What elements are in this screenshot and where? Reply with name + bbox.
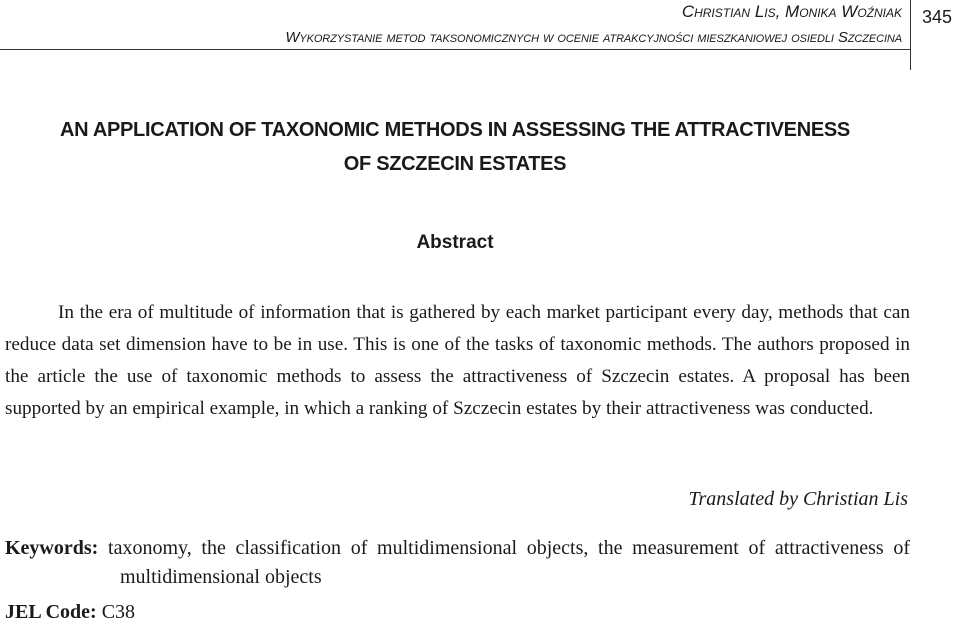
page-number: 345 (922, 7, 953, 27)
article-title (0, 113, 910, 181)
jel-code-value: C38 (101, 601, 136, 623)
abstract-heading: Abstract (416, 232, 494, 253)
article-title-line-2: OF SZCZECIN ESTATES (343, 153, 567, 175)
page-number-divider (910, 0, 911, 70)
running-header-authors: Christian Lis, Monika Woźniak (681, 2, 902, 21)
article-title-line-1: AN APPLICATION OF TAXONOMIC METHODS IN ASSESSING THE ATTRACTIVENESS (60, 119, 850, 141)
keywords (5, 534, 910, 592)
jel-label: JEL Code: (5, 601, 97, 623)
keywords-label: Keywords: (5, 537, 99, 559)
jel-code (5, 599, 135, 625)
header-divider (0, 49, 910, 50)
abstract-text: In the era of multitude of information that is gathered by each market participant every day, methods that can reduce data set dimension have to be in use. This is one of the tasks of taxonomic methods. The authors proposed in the article the use of taxonomic methods to assess the attractiveness of Szczecin estates. A proposal has been supported by an empirical example, in which a ranking of Szczecin estates by their attractiveness was conducted. (5, 302, 910, 420)
running-header-title: Wykorzystanie metod taksonomicznych w ocenie atrakcyjności mieszkaniowej osiedli Szczecina (285, 29, 902, 46)
keywords-text: taxonomy, the classification of multidimensional objects, the measurement of attractiveness of multidimensional objects (108, 537, 911, 588)
translator-credit: Translated by Christian Lis (688, 488, 908, 510)
